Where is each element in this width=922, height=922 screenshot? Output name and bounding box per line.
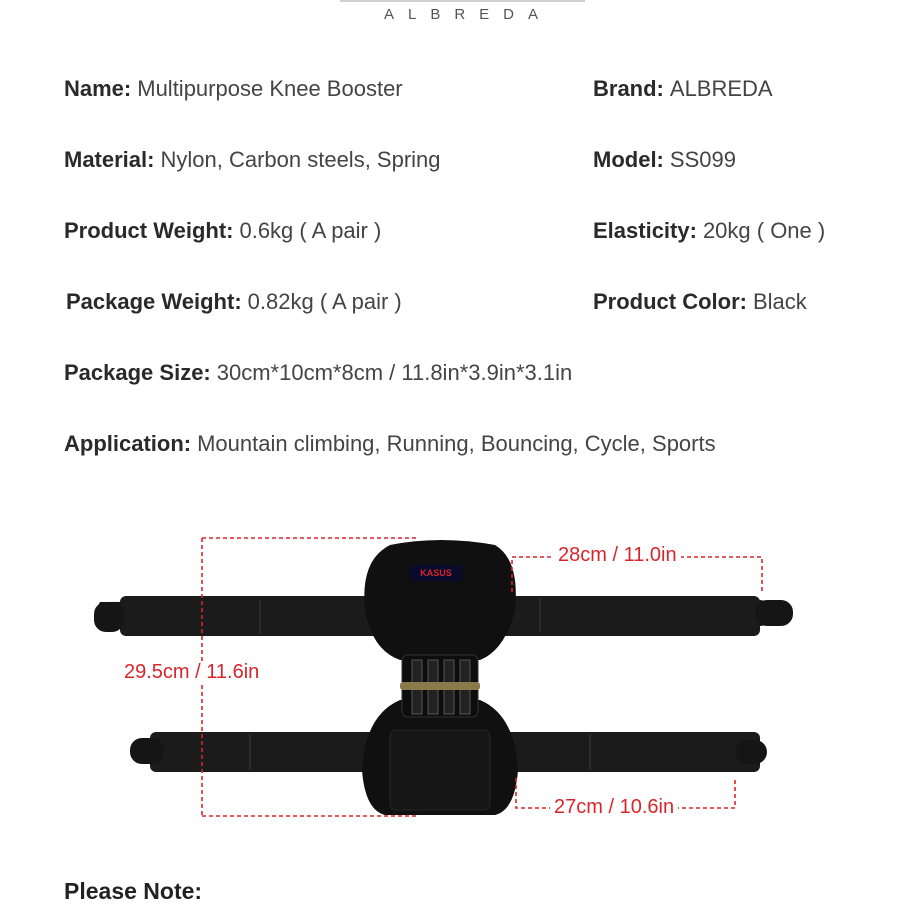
spec-material-label: Material: bbox=[64, 147, 155, 172]
spec-material bbox=[64, 147, 441, 173]
spec-model-value: SS099 bbox=[669, 147, 736, 172]
spec-product-color-label: Product Color: bbox=[593, 289, 747, 314]
spec-name-label: Name: bbox=[64, 76, 132, 101]
spec-package-weight-label: Package Weight: bbox=[66, 289, 242, 314]
spec-product-color-value: Black bbox=[753, 289, 807, 314]
spec-elasticity-value: 20kg ( One ) bbox=[702, 218, 826, 243]
spec-elasticity bbox=[593, 218, 825, 244]
spec-name bbox=[64, 76, 403, 102]
note-title: Please Note: bbox=[64, 878, 203, 904]
spec-brand-label: Brand: bbox=[593, 76, 664, 101]
spec-application-value: Mountain climbing, Running, Bouncing, Cycle, Sports bbox=[197, 431, 716, 456]
spec-product-weight-value: 0.6kg ( A pair ) bbox=[239, 218, 382, 243]
header-divider bbox=[340, 0, 585, 2]
spec-package-size-label: Package Size: bbox=[64, 360, 211, 385]
spec-package-size bbox=[64, 360, 572, 386]
spec-material-value: Nylon, Carbon steels, Spring bbox=[160, 147, 441, 172]
upper-strap-dimension: 28cm / 11.0in bbox=[554, 544, 681, 567]
height-dimension: 29.5cm / 11.6in bbox=[120, 661, 263, 684]
spec-name-value: Multipurpose Knee Booster bbox=[137, 76, 403, 101]
spec-model-label: Model: bbox=[593, 147, 664, 172]
spec-brand bbox=[593, 76, 773, 102]
spring-hinge bbox=[400, 655, 480, 717]
brand-wordmark: ALBREDA bbox=[383, 6, 553, 23]
spec-application-label: Application: bbox=[64, 431, 192, 456]
spec-package-weight-value: 0.82kg ( A pair ) bbox=[247, 289, 402, 314]
product-logo: KASUS bbox=[420, 568, 452, 578]
spec-product-weight-label: Product Weight: bbox=[64, 218, 234, 243]
spec-elasticity-label: Elasticity: bbox=[593, 218, 697, 243]
spec-brand-value: ALBREDA bbox=[669, 76, 773, 101]
spec-product-color bbox=[593, 289, 807, 315]
lower-strap-dimension: 27cm / 10.6in bbox=[550, 796, 678, 819]
spec-product-weight bbox=[64, 218, 381, 244]
spec-application bbox=[64, 431, 716, 457]
spec-package-size-value: 30cm*10cm*8cm / 11.8in*3.9in*3.1in bbox=[216, 360, 573, 385]
spec-model bbox=[593, 147, 736, 173]
spec-package-weight bbox=[66, 289, 402, 315]
